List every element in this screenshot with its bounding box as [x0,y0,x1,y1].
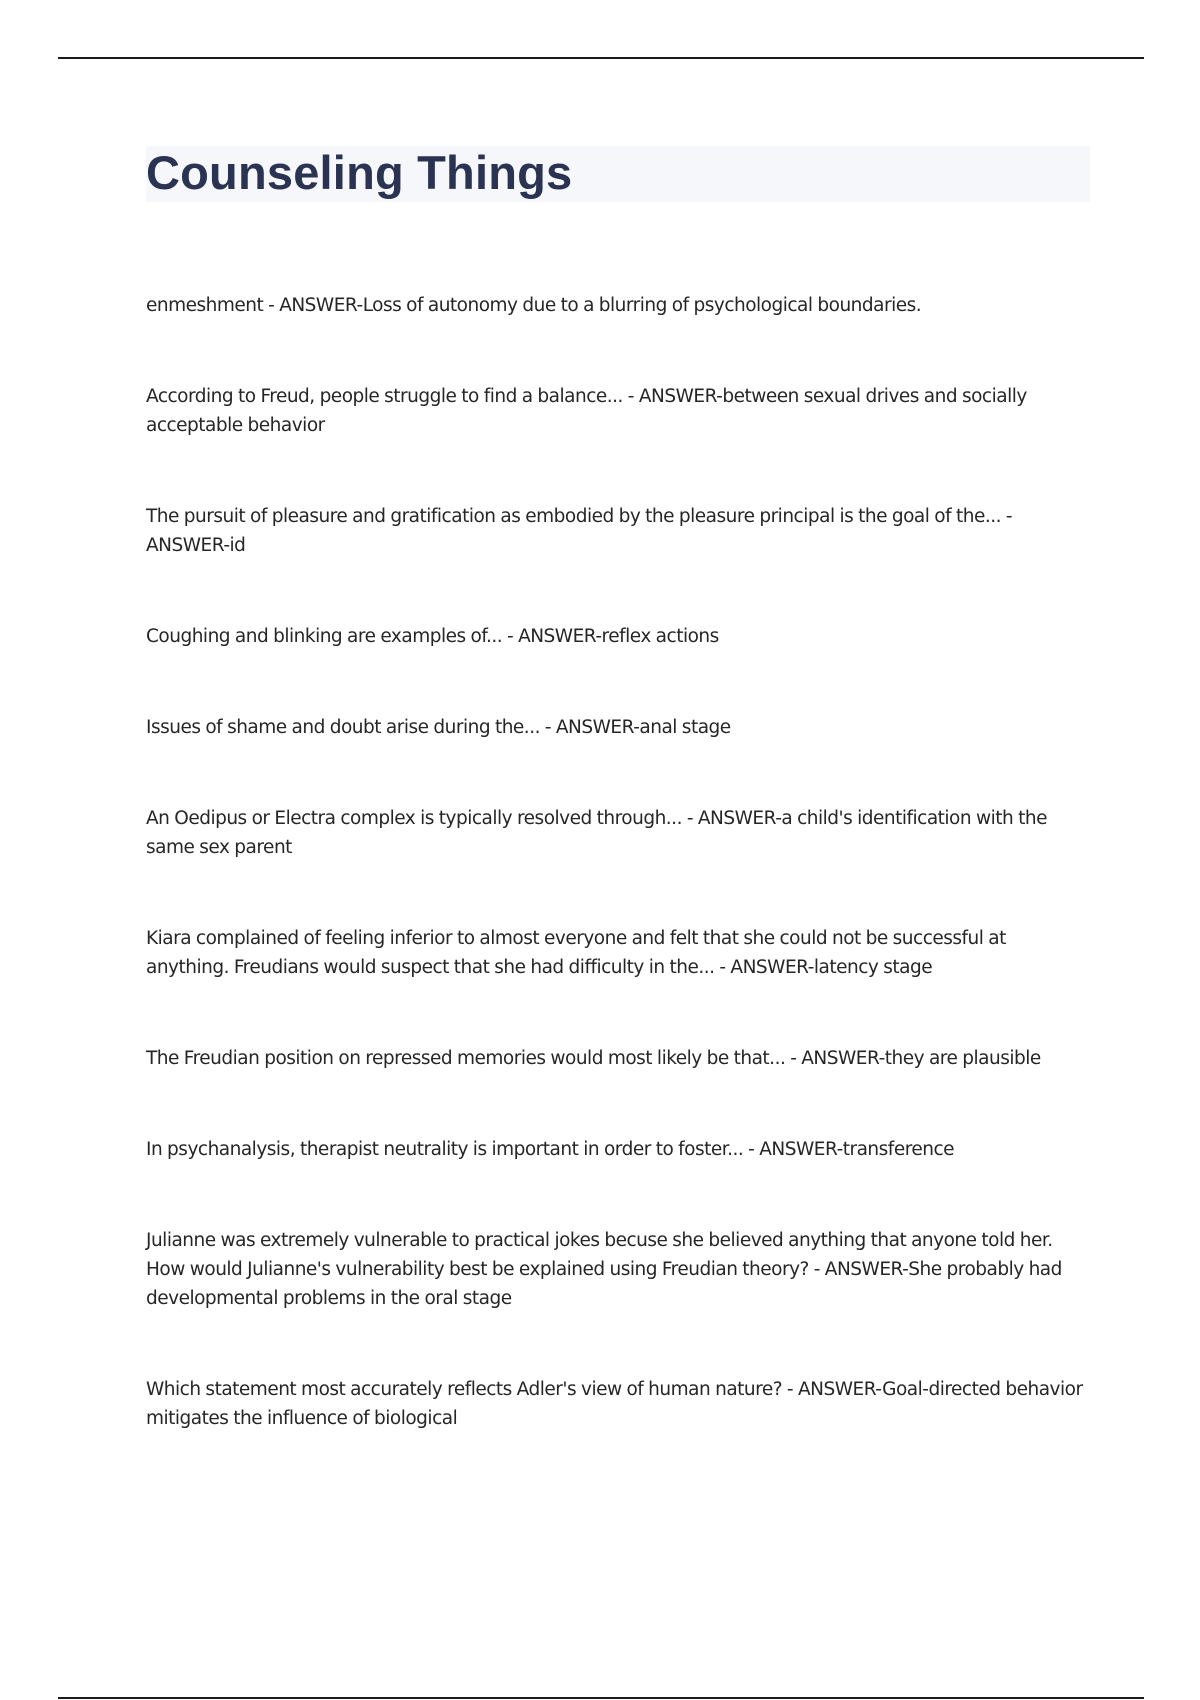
qa-item: Which statement most accurately reflects Adler's view of human nature? - ANSWER-Goal-directed behavior mitigates the influence of biological [146,1379,1083,1429]
qa-item: In psychanalysis, therapist neutrality is important in order to foster... - ANSWER-transference [146,1139,955,1160]
qa-item: According to Freud, people struggle to find a balance... - ANSWER-between sexual drives and socially acceptable behavior [146,386,1027,436]
qa-item: Issues of shame and doubt arise during the... - ANSWER-anal stage [146,717,731,738]
qa-item: enmeshment - ANSWER-Loss of autonomy due to a blurring of psychological boundaries. [146,295,922,316]
qa-item: Coughing and blinking are examples of... - ANSWER-reflex actions [146,626,719,647]
document-title: Counseling Things [146,146,573,199]
qa-item: The pursuit of pleasure and gratification as embodied by the pleasure principal is the goal of the... - ANSWER-id [146,506,1013,556]
qa-item: Kiara complained of feeling inferior to almost everyone and felt that she could not be successful at anything. Freudians would suspect that she had difficulty in the... - ANSWER-latency stage [146,928,1006,978]
bottom-rule [58,1697,1144,1699]
qa-item: Julianne was extremely vulnerable to practical jokes becuse she believed anything that anyone told her. How would Julianne's vulnerability best be explained using Freudian theory? - ANSWER-She probably had developmental problems in the oral stage [146,1230,1062,1309]
qa-item: The Freudian position on repressed memories would most likely be that... - ANSWER-they are plausible [146,1048,1041,1069]
qa-item: An Oedipus or Electra complex is typically resolved through... - ANSWER-a child's identification with the same sex parent [146,808,1047,858]
top-rule [58,57,1144,59]
